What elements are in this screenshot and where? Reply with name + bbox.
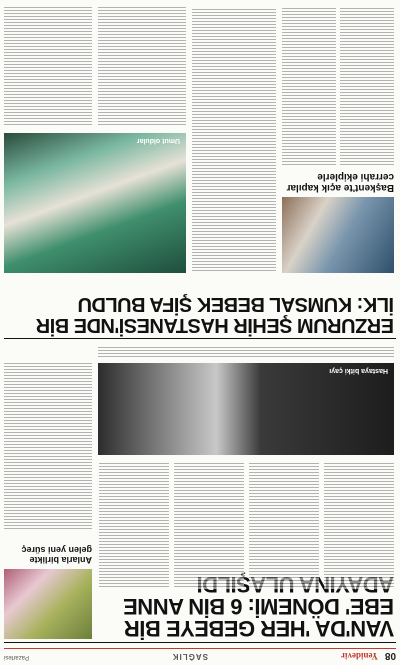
- page-number: 08: [384, 650, 396, 661]
- story1-sidebar-title: Anlarla birlikte gelen yeni süreç: [21, 545, 92, 565]
- story2-column-3: [4, 7, 92, 127]
- story2-column-1: [192, 7, 276, 273]
- top-rule: [4, 642, 396, 643]
- story2-sidebar-photo: [282, 197, 394, 273]
- story2-sidebar-column-2: [282, 7, 336, 167]
- mid-rule: [4, 338, 396, 339]
- issue-date: Pazartesi: [4, 654, 30, 660]
- story2-photo: [4, 133, 186, 273]
- story1-photo-caption: Hastaya bitki çayı: [329, 367, 388, 374]
- story1-sidebar-photo: [4, 569, 92, 639]
- story1-column-2: [249, 461, 319, 589]
- page-header: [4, 648, 396, 661]
- story1-column-4: [99, 461, 169, 589]
- story1-column-3: [174, 461, 244, 589]
- story2-photo-caption: Umut oldular: [136, 137, 180, 144]
- story2-headline: ERZURUM ŞEHİR HASTANESİ'NDE BİR İLK: KUMSAL BEBEK ŞİFA BULDU: [36, 293, 394, 336]
- story2-header: [2, 275, 394, 335]
- story2-sidebar-title: Başkent'te açık kapılar cerrahi ekiplerle: [286, 171, 394, 193]
- story1-body: [98, 459, 394, 639]
- story2-sidebar: [282, 5, 394, 273]
- story2-body: [4, 5, 276, 273]
- story1-headline: VAN'DA 'HER GEBEYE BİR EBE' DÖNEMİ: 6 BİN ANNE ULAŞILDI: [123, 572, 394, 641]
- story1-column-1: [324, 461, 394, 589]
- story2-sidebar-column-1: [340, 7, 394, 167]
- section-name: SAĞLIK: [171, 652, 208, 661]
- story1-sidebar-text: [4, 361, 92, 531]
- story1-sidebar: [4, 359, 92, 639]
- story1-photo: [98, 363, 394, 455]
- newspaper-logo: Yenidevir: [341, 651, 378, 661]
- story2-column-2: [98, 7, 186, 127]
- story1-tail-text: [98, 345, 394, 359]
